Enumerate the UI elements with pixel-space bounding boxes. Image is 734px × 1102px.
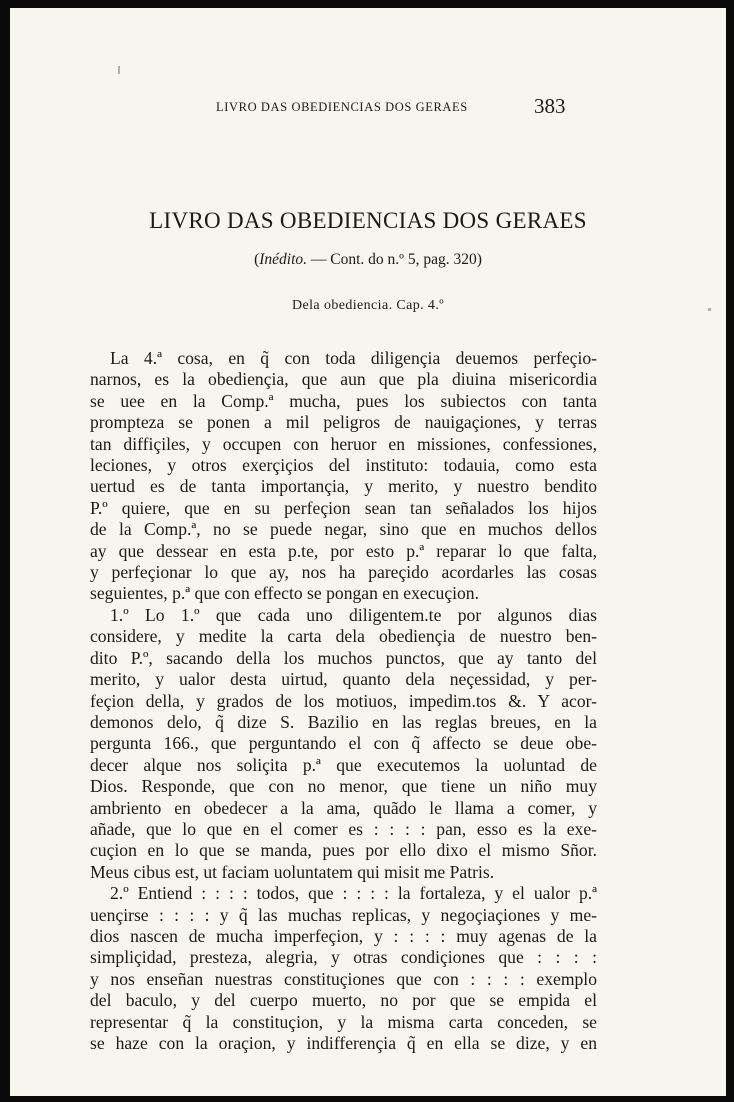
running-header	[10, 96, 726, 120]
text-line: uençirse : : : : y q̃ las muchas replicas, y negoçiaçiones y me-	[90, 904, 597, 925]
text-line: simpliçidad, presteza, alegria, y otras condiçiones que : : : :	[90, 947, 597, 968]
text-line: 2.º Entiend : : : : todos, que : : : : la fortaleza, y el ualor p.ª	[110, 883, 597, 904]
text-line: tan diffiçiles, y occupen con heruor en missiones, confessiones,	[90, 433, 597, 454]
subtitle-unpublished-note: Inédito.	[259, 251, 308, 268]
text-line: seguientes, p.ª que con effecto se pongan en execuçion.	[90, 583, 480, 604]
text-line: representar q̃ la constituçion, y la misma carta conceden, se	[90, 1011, 597, 1032]
section-heading: Dela obediencia. Cap. 4.º	[292, 298, 444, 313]
text-line: Meus cibus est, ut faciam uoluntatem qui misit me Patris.	[90, 861, 495, 882]
subtitle-continuation: — Cont. do n.º 5, pag. 320)	[307, 251, 482, 268]
text-line: dios nascen de mucha imperfeçion, y : : : : muy agenas de la	[90, 925, 597, 946]
text-line: del baculo, y del cuerpo muerto, no por que se empida el	[90, 990, 597, 1011]
text-line: demonos delo, q̃ dize S. Bazilio en las reglas breues, en la	[90, 711, 597, 732]
text-line: prompteza se ponen a mil peligros de nauigaçiones, y terras	[90, 412, 597, 433]
text-line: de la Comp.ª, no se puede negar, sino que en muchos dellos	[90, 519, 597, 540]
text-line: ay que dessear en esta p.te, por esto p.ª reparar lo que falta,	[90, 540, 597, 561]
text-line: dito P.º, sacando della los muchos punctos, que ay tanto del	[90, 647, 597, 668]
page-number: 383	[534, 94, 566, 118]
running-title: LIVRO DAS OBEDIENCIAS DOS GERAES	[216, 100, 468, 114]
text-line: decer alque nos soliçita p.ª que executemos la uoluntad de	[90, 754, 597, 775]
text-line: considere, y medite la carta dela obediençia de nuestro ben-	[90, 626, 597, 647]
text-line: ambriento en obedecer a la ama, quãdo le llama a comer, y	[90, 797, 597, 818]
text-line: 1.º Lo 1.º que cada uno diligentem.te por algunos dias	[110, 604, 597, 625]
text-line: cuçion en lo que se manda, pues por ello dixo el mismo Sñor.	[90, 840, 597, 861]
text-line: y perfeçionar lo que ay, nos ha pareçido acordarles las cosas	[90, 562, 597, 583]
scan-speck	[118, 66, 120, 74]
article-title: LIVRO DAS OBEDIENCIAS DOS GERAES	[149, 208, 587, 233]
text-line: La 4.ª cosa, en q̃ con toda diligençia deuemos perfeçio-	[110, 348, 597, 368]
book-page	[10, 8, 726, 1096]
text-line: y nos enseñan nuestras constituçiones que con : : : : exemplo	[90, 968, 597, 989]
text-line: se uee en la Comp.ª mucha, pues los subiectos con tanta	[90, 390, 597, 411]
text-line: pergunta 166., que perguntando el con q̃ affecto se deue obe-	[90, 733, 597, 754]
text-line: leciones, y otros exerçiçios del instituto: todauia, como esta	[90, 455, 597, 476]
text-line: merito, y ualor desta uirtud, quanto dela neçessidad, y per-	[90, 669, 597, 690]
article-subtitle	[10, 251, 726, 269]
subtitle-open-paren: (	[254, 251, 260, 268]
text-line: P.º quiere, que en su perfeçion sean tan señalados los hijos	[90, 497, 597, 518]
text-line: se haze con la oraçion, y indifferençia q̃ en ella se dize, y en	[90, 1033, 597, 1053]
text-line: feçion della, y grados de los motiuos, impedim.tos &. Y acor-	[90, 690, 597, 711]
text-line: narnos, es la obediençia, que aun que pla diuina misericordia	[90, 369, 597, 390]
text-line: añade, que lo que en el comer es : : : : pan, esso es la exe-	[90, 818, 597, 839]
text-line: Dios. Responde, que con no menor, que tiene un niño muy	[90, 776, 597, 797]
body-text	[90, 348, 597, 1054]
text-line: uertud es de tanta importançia, y merito, y nuestro bendito	[90, 476, 597, 497]
